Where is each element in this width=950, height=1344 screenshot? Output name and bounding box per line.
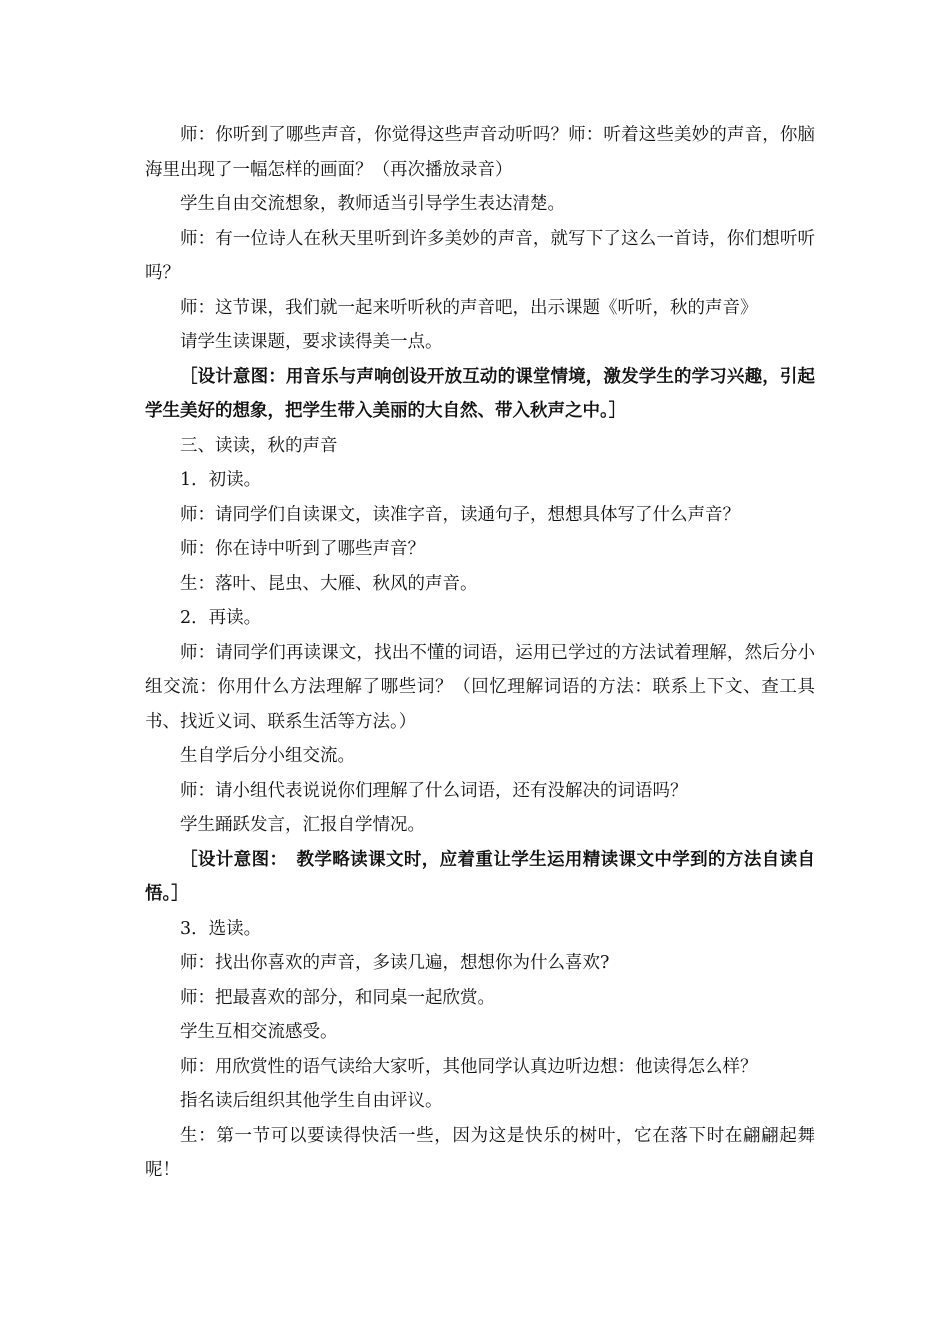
- paragraph-5: 请学生读课题，要求读得美一点。: [180, 332, 443, 352]
- paragraph-14: 生自学后分小组交流。: [180, 746, 355, 766]
- section-heading-3: 三、读读，秋的声音: [180, 435, 338, 456]
- paragraph-15: 师：请小组代表说说你们理解了什么词语，还有没解决的词语吗？: [180, 780, 688, 801]
- design-intent-note-2: ［设计意图： 教学略读课文时，应着重让学生运用精读课文中学到的方法自读自悟。］: [145, 849, 815, 904]
- paragraph-21: 学生互相交流感受。: [180, 1022, 338, 1042]
- paragraph-10: 师：你在诗中听到了哪些声音？: [180, 539, 425, 559]
- step-selective-reading: 3．选读。: [180, 918, 262, 939]
- paragraph-13: 师：请同学们再读课文，找出不懂的词语，运用已学过的方法试着理解，然后分小组交流：你用什么方法理解了哪些词？（回忆理解词语的方法：联系上下文、查工具书、找近义词、联系生活等方法。）: [145, 642, 815, 732]
- paragraph-3: 师：有一位诗人在秋天里听到许多美妙的声音，就写下了这么一首诗，你们想听听吗？: [145, 228, 815, 283]
- paragraph-24: 生：第一节可以要读得快活一些，因为这是快乐的树叶，它在落下时在翩翩起舞呢！: [145, 1125, 815, 1180]
- step-first-reading: 1．初读。: [180, 470, 262, 490]
- paragraph-4: 师：这节课，我们就一起来听听秋的声音吧，出示课题《听听，秋的声音》: [180, 297, 758, 318]
- paragraph-23: 指名读后组织其他学生自由评议。: [180, 1091, 443, 1111]
- paragraph-9: 师：请同学们自读课文，读准字音，读通句子，想想具体写了什么声音？: [180, 504, 740, 525]
- paragraph-20: 师：把最喜欢的部分，和同桌一起欣赏。: [180, 987, 495, 1008]
- paragraph-16: 学生踊跃发言，汇报自学情况。: [180, 815, 425, 835]
- paragraph-1: 师：你听到了哪些声音，你觉得这些声音动听吗？师：听着这些美妙的声音，你脑海里出现了一幅怎样的画面？（再次播放录音）: [145, 125, 815, 180]
- paragraph-22: 师：用欣赏性的语气读给大家听，其他同学认真边听边想：他读得怎么样？: [180, 1056, 758, 1077]
- paragraph-19: 师：找出你喜欢的声音，多读几遍，想想你为什么喜欢?: [180, 953, 610, 973]
- paragraph-11: 生：落叶、昆虫、大雁、秋风的声音。: [180, 573, 478, 594]
- document-body: [145, 118, 815, 1188]
- paragraph-2: 学生自由交流想象，教师适当引导学生表达清楚。: [180, 194, 565, 214]
- design-intent-note-1: ［设计意图：用音乐与声响创设开放互动的课堂情境，激发学生的学习兴趣，引起学生美好的想象，把学生带入美丽的大自然、带入秋声之中。］: [145, 366, 815, 421]
- step-second-reading: 2．再读。: [180, 608, 262, 628]
